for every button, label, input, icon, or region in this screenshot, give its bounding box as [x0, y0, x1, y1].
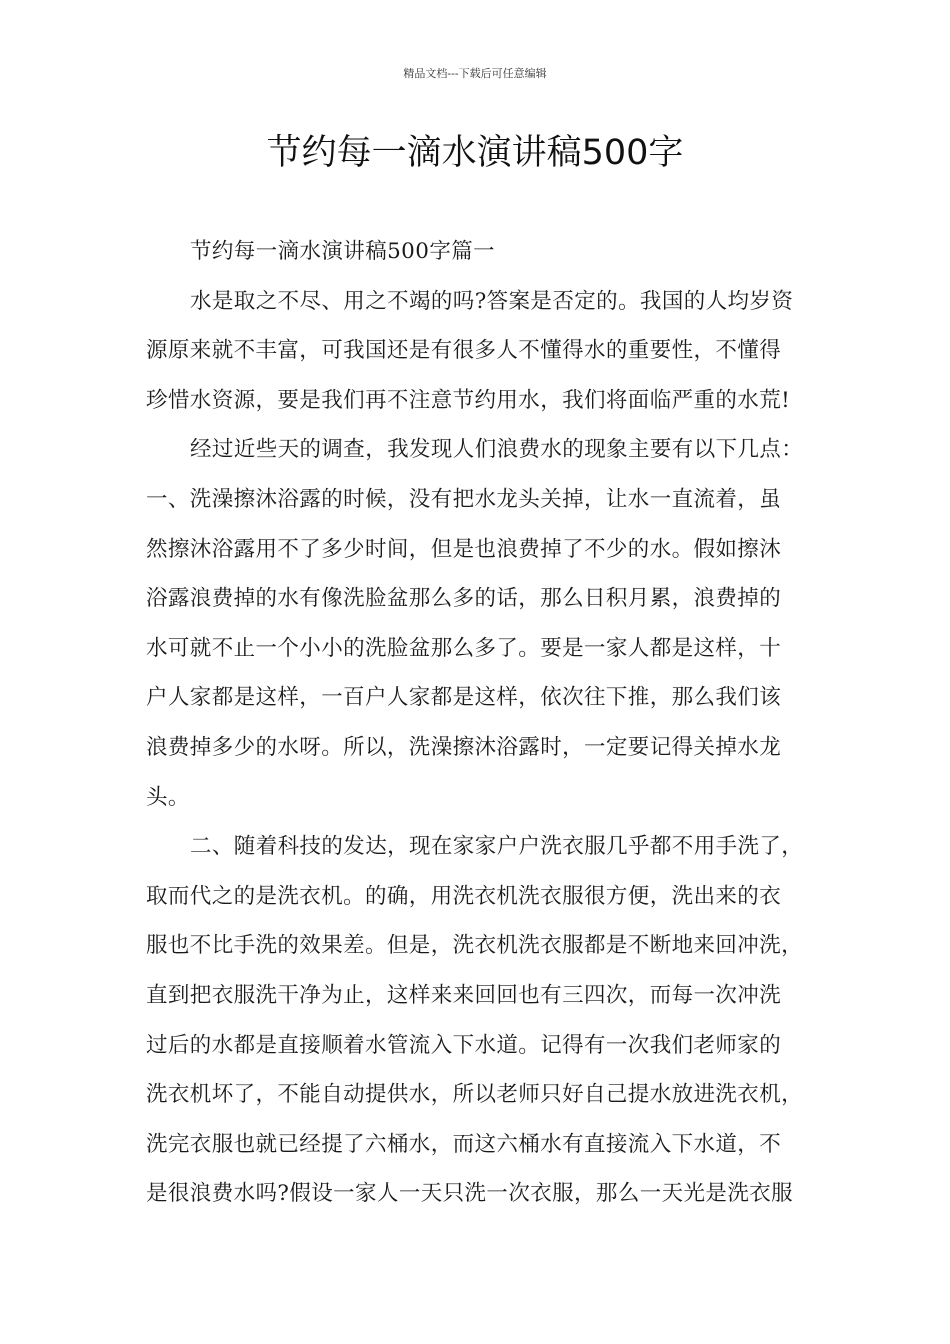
document-body — [146, 227, 822, 1219]
line-16: 直到把衣服洗干净为止，这样来来回回也有三四次，而每一次冲洗 — [146, 982, 782, 1008]
line-10: 户人家都是这样，一百户人家都是这样，依次往下推，那么我们该 — [146, 685, 782, 711]
line-8: 浴露浪费掉的水有像洗脸盆那么多的话，那么日积月累，浪费掉的 — [146, 586, 782, 612]
line-6: 一、洗澡擦沐浴露的时候，没有把水龙头关掉，让水一直流着，虽 — [146, 486, 782, 512]
line-4: 珍惜水资源，要是我们再不注意节约用水，我们将面临严重的水荒! — [146, 387, 791, 413]
document-title: 节约每一滴水演讲稿500字 — [266, 133, 684, 173]
line-20: 是很浪费水吗?假设一家人一天只洗一次衣服，那么一天光是洗衣服 — [146, 1181, 794, 1207]
line-17: 过后的水都是直接顺着水管流入下水道。记得有一次我们老师家的 — [146, 1032, 782, 1058]
line-1-section-heading: 节约每一滴水演讲稿500字篇一 — [190, 239, 496, 264]
line-2: 水是取之不尽、用之不竭的吗?答案是否定的。我国的人均岁资 — [190, 288, 794, 314]
line-19: 洗完衣服也就已经提了六桶水，而这六桶水有直接流入下水道，不 — [146, 1131, 782, 1157]
line-9: 水可就不止一个小小的洗脸盆那么多了。要是一家人都是这样，十 — [146, 635, 782, 661]
line-13: 二、随着科技的发达，现在家家户户洗衣服几乎都不用手洗了， — [190, 834, 804, 860]
page-header: 精品文档---下载后可任意编辑 — [403, 67, 547, 80]
line-15: 服也不比手洗的效果差。但是，洗衣机洗衣服都是不断地来回冲洗， — [146, 933, 804, 959]
line-7: 然擦沐浴露用不了多少时间，但是也浪费掉了不少的水。假如擦沐 — [146, 536, 782, 562]
line-11: 浪费掉多少的水呀。所以，洗澡擦沐浴露时，一定要记得关掉水龙 — [146, 734, 782, 760]
line-14: 取而代之的是洗衣机。的确，用洗衣机洗衣服很方便，洗出来的衣 — [146, 883, 782, 909]
line-18: 洗衣机坏了，不能自动提供水，所以老师只好自己提水放进洗衣机， — [146, 1082, 804, 1108]
line-5: 经过近些天的调查，我发现人们浪费水的现象主要有以下几点： — [190, 437, 804, 463]
line-12: 头。 — [146, 784, 190, 810]
line-3: 源原来就不丰富，可我国还是有很多人不懂得水的重要性，不懂得 — [146, 338, 782, 364]
